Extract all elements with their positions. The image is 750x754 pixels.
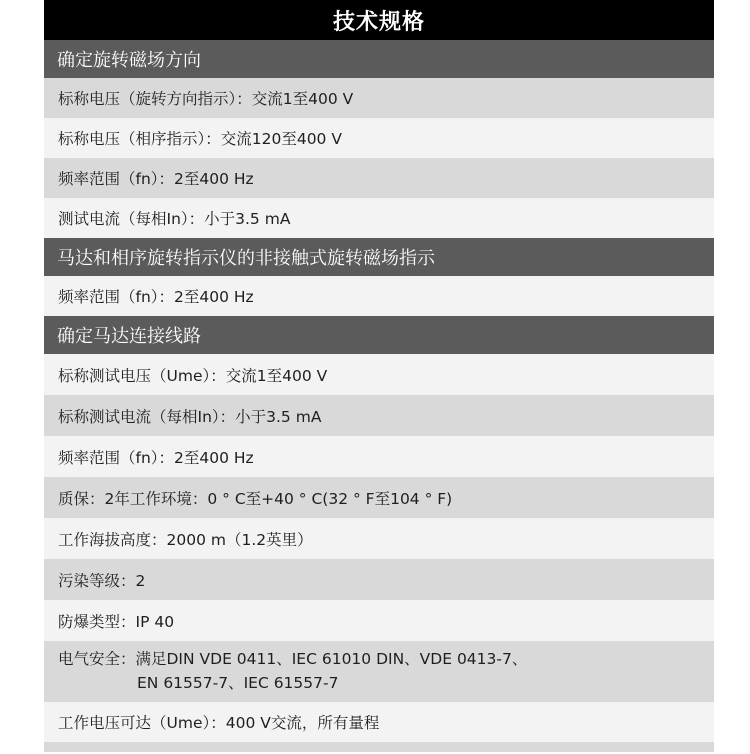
spec-row: 工作海拔高度：2000 m（1.2英里）: [44, 518, 714, 559]
spec-panel: [44, 0, 714, 754]
spec-row: 标称电压（相序指示）：交流120至400 V: [44, 118, 714, 158]
section-heading-contactless-indication: 马达和相序旋转指示仪的非接触式旋转磁场指示: [44, 238, 714, 276]
spec-row: 质保：2年工作环境：0 ° C至+40 ° C(32 ° F至104 ° F): [44, 477, 714, 518]
electrical-safety-text: [58, 647, 527, 695]
spec-row: 标称测试电流（每相In）：小于3.5 mA: [44, 395, 714, 436]
spec-row: 频率范围（fn）：2至400 Hz: [44, 436, 714, 477]
spec-row: 标称测试电压（Ume）：交流1至400 V: [44, 354, 714, 395]
bottom-divider: [44, 742, 714, 752]
spec-row: 标称电压（旋转方向指示）：交流1至400 V: [44, 78, 714, 118]
spec-row: 防爆类型：IP 40: [44, 600, 714, 641]
spec-row: 频率范围（fn）：2至400 Hz: [44, 158, 714, 198]
spec-row: 测试电流（每相In）：小于3.5 mA: [44, 198, 714, 238]
section-heading-rotation-direction: 确定旋转磁场方向: [44, 40, 714, 78]
spec-row: 污染等级：2: [44, 559, 714, 600]
spec-row: 频率范围（fn）：2至400 Hz: [44, 276, 714, 316]
spec-row: 工作电压可达（Ume）：400 V交流，所有量程: [44, 702, 714, 742]
electrical-safety-line-1: 电气安全：满足DIN VDE 0411、IEC 61010 DIN、VDE 0413-7、: [58, 650, 528, 668]
page-title: 技术规格: [44, 0, 714, 40]
electrical-safety-line-2: EN 61557-7、IEC 61557-7: [137, 674, 339, 692]
spec-row-electrical-safety: [44, 641, 714, 702]
section-heading-motor-connection: 确定马达连接线路: [44, 316, 714, 354]
